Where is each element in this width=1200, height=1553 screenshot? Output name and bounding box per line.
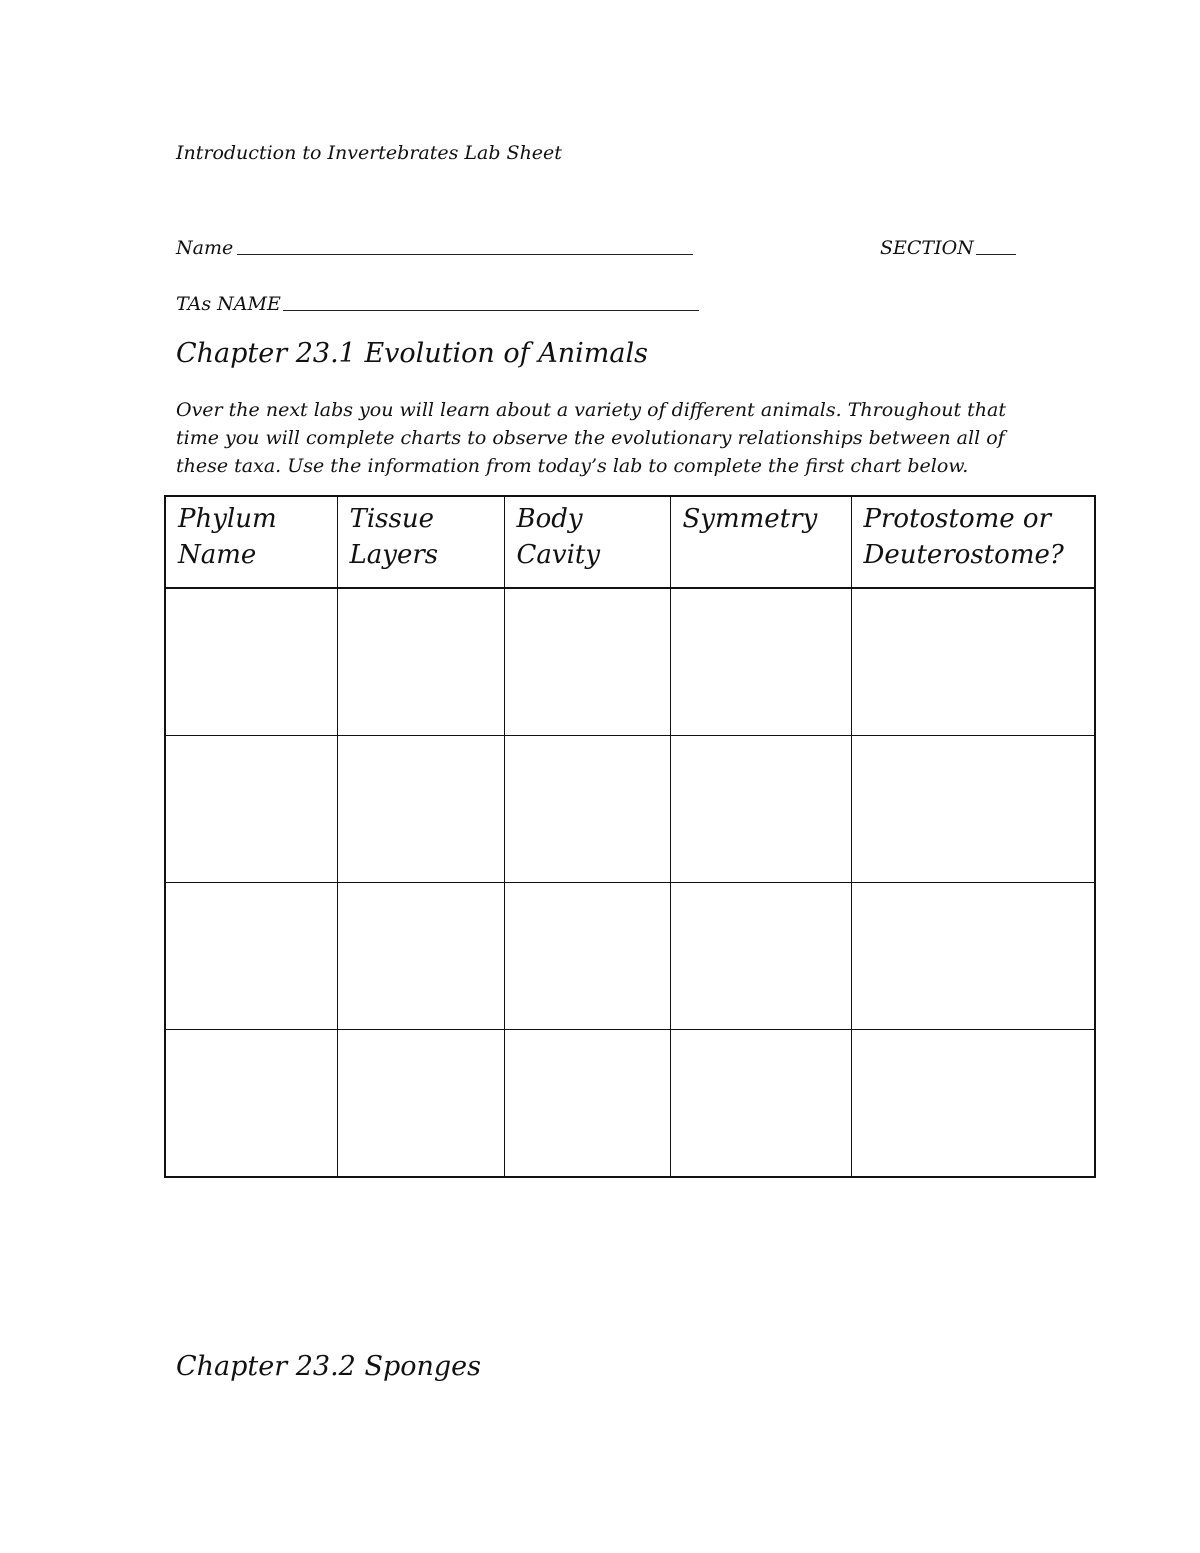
header-line: Phylum	[178, 504, 277, 534]
ta-name-field[interactable]	[176, 293, 699, 315]
table-row	[165, 736, 1095, 883]
header-line: Deuterostome?	[863, 540, 1064, 570]
table-cell[interactable]	[165, 1030, 337, 1178]
table-cell[interactable]	[337, 1030, 504, 1178]
header-line: Protostome or	[863, 504, 1052, 534]
section-blank-line[interactable]	[976, 253, 1016, 255]
document-title: Introduction to Invertebrates Lab Sheet	[176, 142, 562, 164]
table-cell[interactable]	[670, 736, 851, 883]
header-line: Layers	[349, 540, 439, 570]
table-cell[interactable]	[670, 1030, 851, 1178]
ta-name-blank-line[interactable]	[283, 309, 699, 311]
table-header-row	[165, 496, 1095, 588]
table-cell[interactable]	[504, 588, 670, 736]
evolution-chart-table	[164, 495, 1096, 1178]
section-field[interactable]	[880, 237, 1016, 259]
table-cell[interactable]	[504, 1030, 670, 1178]
header-line: Symmetry	[682, 504, 818, 534]
table-cell[interactable]	[165, 736, 337, 883]
chapter-23-1-heading: Chapter 23.1 Evolution of Animals	[176, 338, 648, 369]
table-cell[interactable]	[670, 883, 851, 1030]
header-protostome-deuterostome	[851, 496, 1095, 588]
table-cell[interactable]	[337, 588, 504, 736]
table-row	[165, 1030, 1095, 1178]
table-cell[interactable]	[851, 588, 1095, 736]
header-line: Cavity	[516, 540, 601, 570]
header-symmetry	[670, 496, 851, 588]
table-cell[interactable]	[337, 736, 504, 883]
header-phylum-name	[165, 496, 337, 588]
table-cell[interactable]	[851, 1030, 1095, 1178]
section-label: SECTION	[880, 237, 974, 259]
table-cell[interactable]	[165, 883, 337, 1030]
table-cell[interactable]	[851, 736, 1095, 883]
header-line: Tissue	[349, 504, 434, 534]
chapter-23-2-heading: Chapter 23.2 Sponges	[176, 1351, 481, 1382]
table-cell[interactable]	[165, 588, 337, 736]
header-line: Body	[516, 504, 583, 534]
header-line: Name	[178, 540, 257, 570]
table-row	[165, 588, 1095, 736]
header-body-cavity	[504, 496, 670, 588]
name-field[interactable]	[176, 237, 693, 259]
ta-name-label: TAs NAME	[176, 293, 281, 315]
name-blank-line[interactable]	[237, 253, 693, 255]
name-label: Name	[176, 237, 234, 259]
header-tissue-layers	[337, 496, 504, 588]
table-cell[interactable]	[851, 883, 1095, 1030]
table-cell[interactable]	[670, 588, 851, 736]
table-cell[interactable]	[337, 883, 504, 1030]
chapter-23-1-intro: Over the next labs you will learn about a variety of different animals. Throughout that time you will complete charts to observe the evolutionary relationships between all of these taxa. Use the information from today’s lab to complete the first chart below.	[176, 399, 1006, 477]
table-cell[interactable]	[504, 883, 670, 1030]
table-cell[interactable]	[504, 736, 670, 883]
table-row	[165, 883, 1095, 1030]
